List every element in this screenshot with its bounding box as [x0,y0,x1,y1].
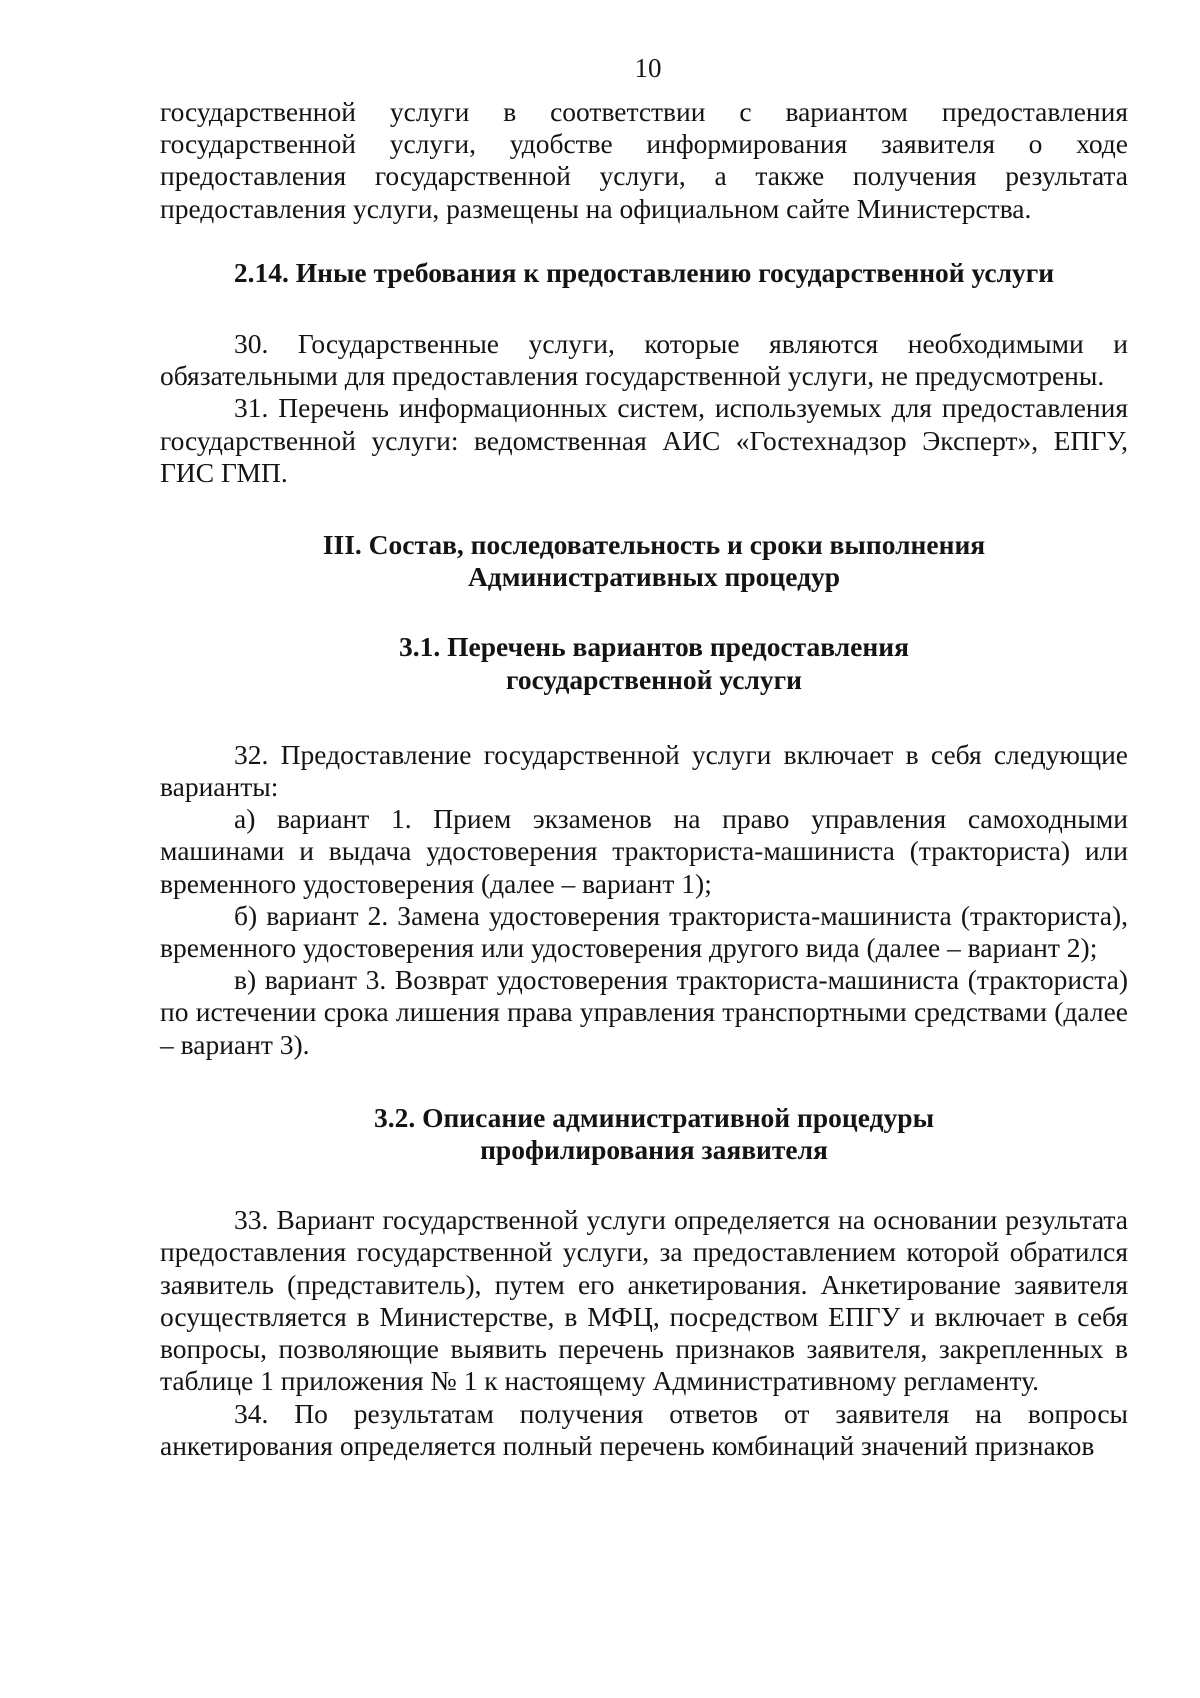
variant-item-c: в) вариант 3. Возврат удостоверения тракториста-машиниста (тракториста) по истечении срока лишения права управления транспортными средствами (далее – вариант 3). [160,964,1128,1060]
section-3-1-heading-line2: государственной услуги [506,663,802,695]
variant-item-b: б) вариант 2. Замена удостоверения тракториста-машиниста (тракториста), временного удостоверения или удостоверения другого вида (далее – вариант 2); [160,899,1128,964]
variant-item-a: а) вариант 1. Прием экзаменов на право управления самоходными машинами и выдача удостоверения тракториста-машиниста (тракториста) или временного удостоверения (далее – вариант 1); [160,803,1128,899]
document-body [160,96,1128,1462]
section-3-1-heading [160,631,1128,695]
section-III-heading-line2: Административных процедур [467,561,841,593]
section-III-heading [160,529,1128,593]
section-3-1-heading-line1: 3.1. Перечень вариантов предоставления [399,631,909,663]
paragraph-33: 33. Вариант государственной услуги определяется на основании результата предоставления государственной услуги, за предоставлением которой обратился заявитель (представитель), путем его анкетирования. Анкетирование заявителя осуществляется в Министерстве, в МФЦ, посредством ЕПГУ и включает в себя вопросы, позволяющие выявить перечень признаков заявителя, закрепленных в таблице 1 приложения № 1 к настоящему Административному регламенту. [160,1204,1128,1397]
paragraph-32: 32. Предоставление государственной услуги включает в себя следующие варианты: [160,738,1128,803]
section-III-heading-line1: III. Состав, последовательность и сроки выполнения [322,529,986,561]
paragraph-34: 34. По результатам получения ответов от заявителя на вопросы анкетирования определяется полный перечень комбинаций значений признаков [160,1397,1128,1461]
section-3-2-heading [160,1102,1128,1166]
paragraph-30: 30. Государственные услуги, которые являются необходимыми и обязательными для предоставления государственной услуги, не предусмотрены. [160,328,1128,392]
intro-paragraph: государственной услуги в соответствии с вариантом предоставления государственной услуги, удобстве информирования заявителя о ходе предоставления государственной услуги, а также получения результата предоставления услуги, размещены на официальном сайте Министерства. [160,96,1128,224]
section-2-14-heading: 2.14. Иные требования к предоставлению государственной услуги [233,256,1055,288]
paragraph-31: 31. Перечень информационных систем, используемых для предоставления государственной услуги: ведомственная АИС «Гостехнадзор Эксперт», ЕПГУ, ГИС ГМП. [160,392,1128,488]
page-number: 10 [634,53,662,83]
section-3-2-heading-line2: профилирования заявителя [480,1134,828,1166]
section-3-2-heading-line1: 3.2. Описание административной процедуры [373,1101,935,1133]
